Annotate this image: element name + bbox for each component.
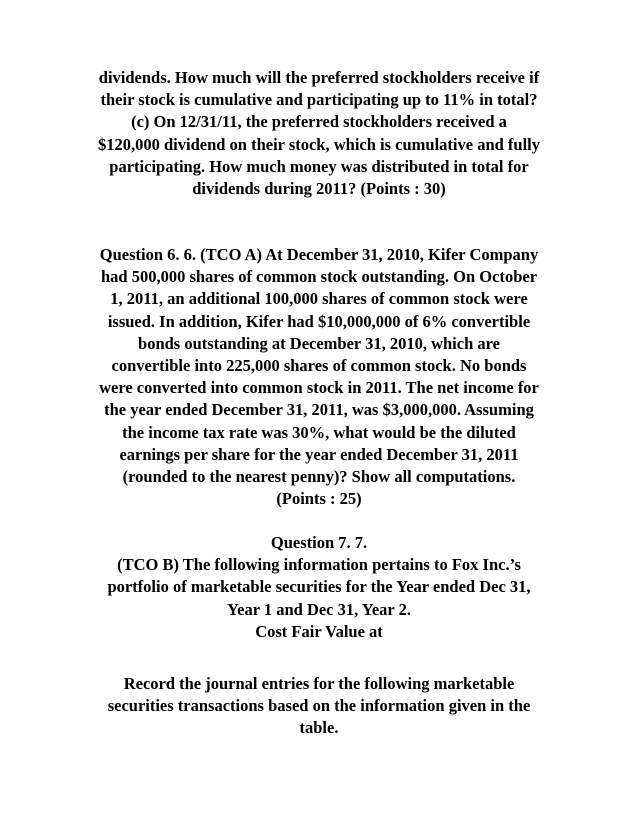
table-header-line: Cost Fair Value at [255,621,383,641]
text-line: the year ended December 31, 2011, was $3,000,000. Assuming [104,400,534,420]
question-title: Question 7. 7. [270,533,368,552]
text-line: bonds outstanding at December 31, 2010, which are [138,333,500,353]
text-line: the income tax rate was 30%, what would be the diluted [122,422,516,442]
text-line: Record the journal entries for the following marketable [123,674,515,693]
text-line: participating. How much money was distributed in total for [109,156,529,176]
text-line: Question 6. 6. (TCO A) At December 31, 2010, Kifer Company [99,245,539,264]
text-line: table. [299,718,339,738]
text-line: convertible into 225,000 shares of common stock. No bonds [111,356,527,376]
text-line: securities transactions based on the information given in the [107,696,531,716]
text-line: portfolio of marketable securities for the Year ended Dec 31, [107,577,531,597]
text-line: their stock is cumulative and participating up to 11% in total? [100,90,538,110]
text-line: dividends. How much will the preferred stockholders receive if [98,68,540,87]
text-line: were converted into common stock in 2011. The net income for [99,378,539,398]
text-line: issued. In addition, Kifer had $10,000,000 of 6% convertible [107,311,531,331]
text-line: had 500,000 shares of common stock outstanding. On October [100,267,538,287]
text-line: (rounded to the nearest penny)? Show all computations. [122,467,516,487]
text-line: earnings per share for the year ended December 31, 2011 [119,444,519,464]
text-line: $120,000 dividend on their stock, which is cumulative and fully [97,134,541,154]
text-line: (TCO B) The following information pertains to Fox Inc.’s [117,555,521,575]
text-line: dividends during 2011? (Points : 30) [192,179,446,199]
question-7-instructions [70,673,568,740]
text-line: 1, 2011, an additional 100,000 shares of common stock were [110,289,528,309]
question-7 [70,532,568,643]
text-line: (c) On 12/31/11, the preferred stockholders received a [131,112,507,132]
question-6 [70,244,568,510]
question-5-continuation [70,67,568,200]
text-line: (Points : 25) [276,489,362,509]
text-line: Year 1 and Dec 31, Year 2. [227,599,411,619]
